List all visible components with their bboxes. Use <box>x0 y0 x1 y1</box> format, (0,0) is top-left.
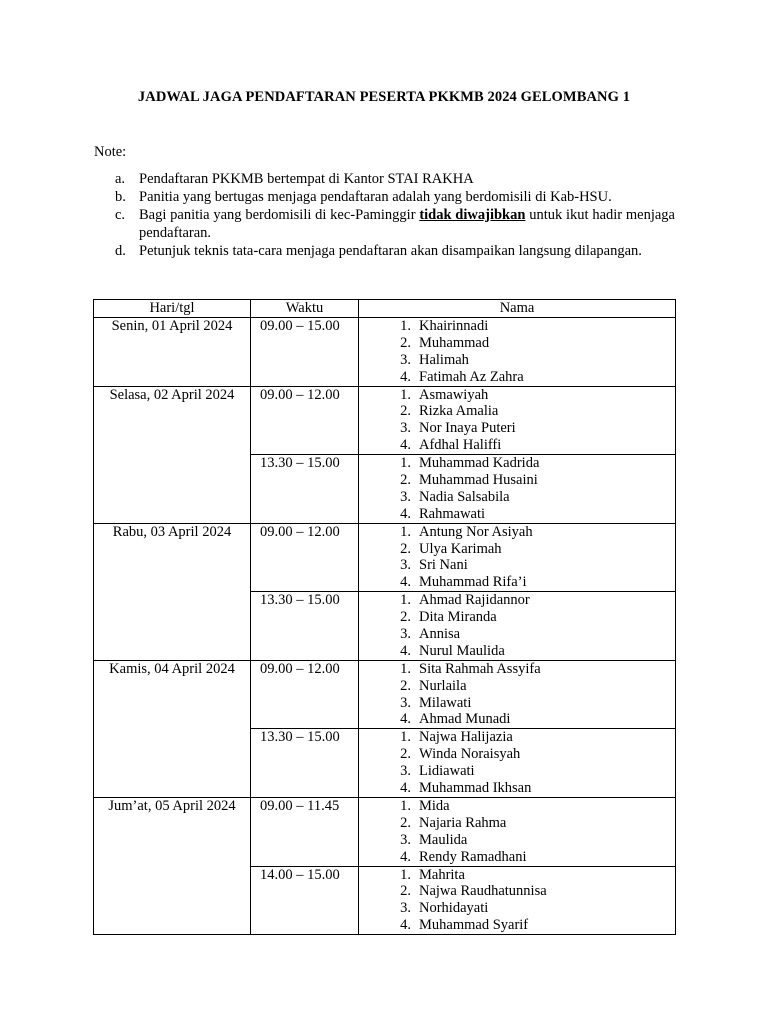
list-item <box>359 883 675 900</box>
list-item <box>359 609 675 626</box>
person-name: Muhammad Ikhsan <box>419 780 532 797</box>
list-item <box>359 643 675 660</box>
list-item <box>359 661 675 678</box>
note-text-after: untuk ikut hadir menjaga pendaftaran. <box>139 207 675 241</box>
person-name: Najwa Halijazia <box>419 729 513 746</box>
list-number: 4. <box>400 437 411 454</box>
list-item <box>359 455 675 472</box>
list-number: 4. <box>400 574 411 591</box>
notes-list <box>94 170 675 260</box>
names-list <box>359 867 675 935</box>
names-list <box>359 729 675 797</box>
time-cell: 09.00 – 12.00 <box>251 386 359 455</box>
person-name: Ulya Karimah <box>419 540 502 557</box>
list-item <box>359 763 675 780</box>
person-name: Najaria Rahma <box>419 814 507 831</box>
names-list <box>359 455 675 523</box>
table-row <box>94 660 676 729</box>
person-name: Nor Inaya Puteri <box>419 420 516 437</box>
names-cell <box>359 455 676 524</box>
list-number: 2. <box>400 334 411 351</box>
person-name: Muhammad Kadrida <box>419 455 540 472</box>
note-text <box>139 206 675 242</box>
schedule-body <box>94 318 676 935</box>
time-cell: 09.00 – 12.00 <box>251 523 359 592</box>
list-number: 2. <box>400 609 411 626</box>
list-number: 1. <box>400 592 411 609</box>
day-cell: Selasa, 02 April 2024 <box>94 386 251 523</box>
names-cell <box>359 523 676 592</box>
person-name: Maulida <box>419 831 468 848</box>
list-item <box>359 711 675 728</box>
list-number: 2. <box>400 540 411 557</box>
note-item <box>94 242 675 260</box>
list-number: 3. <box>400 488 411 505</box>
list-number: 1. <box>400 318 411 334</box>
time-cell: 09.00 – 12.00 <box>251 660 359 729</box>
person-name: Winda Noraisyah <box>419 746 521 763</box>
list-item <box>359 815 675 832</box>
list-number: 2. <box>400 677 411 694</box>
table-row <box>94 386 676 455</box>
list-number: 4. <box>400 368 411 385</box>
person-name: Sri Nani <box>419 557 468 574</box>
note-marker: b. <box>115 189 126 205</box>
table-row <box>94 318 676 387</box>
list-number: 1. <box>400 866 411 883</box>
person-name: Milawati <box>419 694 472 711</box>
note-text-emphasis: tidak diwajibkan <box>419 207 526 223</box>
person-name: Muhammad Syarif <box>419 917 529 934</box>
person-name: Mahrita <box>419 866 465 883</box>
person-name: Ahmad Rajidannor <box>419 592 530 609</box>
list-item <box>359 678 675 695</box>
time-cell: 13.30 – 15.00 <box>251 592 359 661</box>
list-number: 3. <box>400 763 411 780</box>
list-number: 1. <box>400 386 411 403</box>
page-title: JADWAL JAGA PENDAFTARAN PESERTA PKKMB 2024 GELOMBANG 1 <box>137 89 631 105</box>
time-cell: 13.30 – 15.00 <box>251 729 359 798</box>
time-cell: 09.00 – 15.00 <box>251 318 359 387</box>
list-item <box>359 472 675 489</box>
list-item <box>359 917 675 934</box>
list-item <box>359 352 675 369</box>
person-name: Najwa Raudhatunnisa <box>419 883 547 900</box>
note-marker: c. <box>115 207 126 223</box>
person-name: Afdhal Haliffi <box>419 437 502 454</box>
list-item <box>359 524 675 541</box>
person-name: Muhammad <box>419 334 490 351</box>
person-name: Rendy Ramadhani <box>419 848 527 865</box>
note-marker: a. <box>115 171 126 187</box>
list-number: 1. <box>400 660 411 677</box>
list-item <box>359 626 675 643</box>
note-item <box>94 170 675 188</box>
header-time: Waktu <box>251 300 359 318</box>
list-item <box>359 318 675 335</box>
day-cell: Senin, 01 April 2024 <box>94 318 251 387</box>
person-name: Nadia Salsabila <box>419 488 510 505</box>
list-item <box>359 437 675 454</box>
list-item <box>359 557 675 574</box>
note-item <box>94 188 675 206</box>
list-item <box>359 849 675 866</box>
names-list <box>359 661 675 729</box>
list-number: 2. <box>400 472 411 489</box>
person-name: Asmawiyah <box>419 386 489 403</box>
person-name: Muhammad Rifa’i <box>419 574 527 591</box>
header-day: Hari/tgl <box>94 300 251 318</box>
note-text: Pendaftaran PKKMB bertempat di Kantor STAI RAKHA <box>139 171 474 187</box>
names-list <box>359 798 675 866</box>
person-name: Rizka Amalia <box>419 403 499 420</box>
list-item <box>359 798 675 815</box>
list-number: 3. <box>400 626 411 643</box>
person-name: Muhammad Husaini <box>419 472 538 489</box>
names-list <box>359 318 675 386</box>
list-item <box>359 335 675 352</box>
person-name: Annisa <box>419 626 461 643</box>
list-item <box>359 403 675 420</box>
person-name: Dita Miranda <box>419 609 497 626</box>
list-number: 3. <box>400 900 411 917</box>
note-marker: d. <box>115 243 126 259</box>
list-item <box>359 780 675 797</box>
time-cell: 14.00 – 15.00 <box>251 866 359 935</box>
person-name: Nurlaila <box>419 677 467 694</box>
time-cell: 13.30 – 15.00 <box>251 455 359 524</box>
time-cell: 09.00 – 11.45 <box>251 797 359 866</box>
list-item <box>359 746 675 763</box>
schedule-table <box>93 299 676 935</box>
list-number: 1. <box>400 729 411 746</box>
table-header-row <box>94 300 676 318</box>
names-cell <box>359 660 676 729</box>
list-item <box>359 541 675 558</box>
names-cell <box>359 729 676 798</box>
day-cell: Jum’at, 05 April 2024 <box>94 797 251 934</box>
note-label: Note: <box>94 144 127 160</box>
list-number: 3. <box>400 831 411 848</box>
list-number: 1. <box>400 797 411 814</box>
list-number: 2. <box>400 814 411 831</box>
list-number: 1. <box>400 523 411 540</box>
note-item <box>94 206 675 242</box>
names-cell <box>359 866 676 935</box>
list-number: 4. <box>400 848 411 865</box>
person-name: Fatimah Az Zahra <box>419 368 524 385</box>
list-number: 3. <box>400 694 411 711</box>
names-list <box>359 592 675 660</box>
list-number: 2. <box>400 883 411 900</box>
names-cell <box>359 797 676 866</box>
list-item <box>359 695 675 712</box>
note-text: Panitia yang bertugas menjaga pendaftaran adalah yang berdomisili di Kab-HSU. <box>139 189 612 205</box>
person-name: Khairinnadi <box>419 318 489 334</box>
list-item <box>359 420 675 437</box>
list-number: 4. <box>400 505 411 522</box>
list-item <box>359 574 675 591</box>
names-list <box>359 387 675 455</box>
person-name: Rahmawati <box>419 505 486 522</box>
list-number: 3. <box>400 351 411 368</box>
names-cell <box>359 318 676 387</box>
list-number: 2. <box>400 746 411 763</box>
list-number: 4. <box>400 711 411 728</box>
person-name: Sita Rahmah Assyifa <box>419 660 541 677</box>
note-text-before: Bagi panitia yang berdomisili di kec-Paminggir <box>139 207 416 223</box>
day-cell: Rabu, 03 April 2024 <box>94 523 251 660</box>
list-item <box>359 506 675 523</box>
person-name: Antung Nor Asiyah <box>419 523 533 540</box>
person-name: Norhidayati <box>419 900 489 917</box>
day-cell: Kamis, 04 April 2024 <box>94 660 251 797</box>
list-item <box>359 387 675 404</box>
person-name: Nurul Maulida <box>419 642 505 659</box>
names-cell <box>359 386 676 455</box>
list-number: 4. <box>400 642 411 659</box>
table-row <box>94 797 676 866</box>
list-number: 4. <box>400 780 411 797</box>
list-number: 3. <box>400 420 411 437</box>
names-list <box>359 524 675 592</box>
list-number: 3. <box>400 557 411 574</box>
list-item <box>359 592 675 609</box>
list-number: 4. <box>400 917 411 934</box>
table-row <box>94 523 676 592</box>
list-item <box>359 729 675 746</box>
person-name: Mida <box>419 797 450 814</box>
names-cell <box>359 592 676 661</box>
list-item <box>359 900 675 917</box>
header-names: Nama <box>359 300 676 318</box>
person-name: Halimah <box>419 351 469 368</box>
person-name: Lidiawati <box>419 763 475 780</box>
list-number: 1. <box>400 455 411 472</box>
list-item <box>359 489 675 506</box>
list-item <box>359 867 675 884</box>
list-item <box>359 832 675 849</box>
list-number: 2. <box>400 403 411 420</box>
list-item <box>359 369 675 386</box>
person-name: Ahmad Munadi <box>419 711 511 728</box>
note-text: Petunjuk teknis tata-cara menjaga pendaftaran akan disampaikan langsung dilapangan. <box>139 243 642 259</box>
